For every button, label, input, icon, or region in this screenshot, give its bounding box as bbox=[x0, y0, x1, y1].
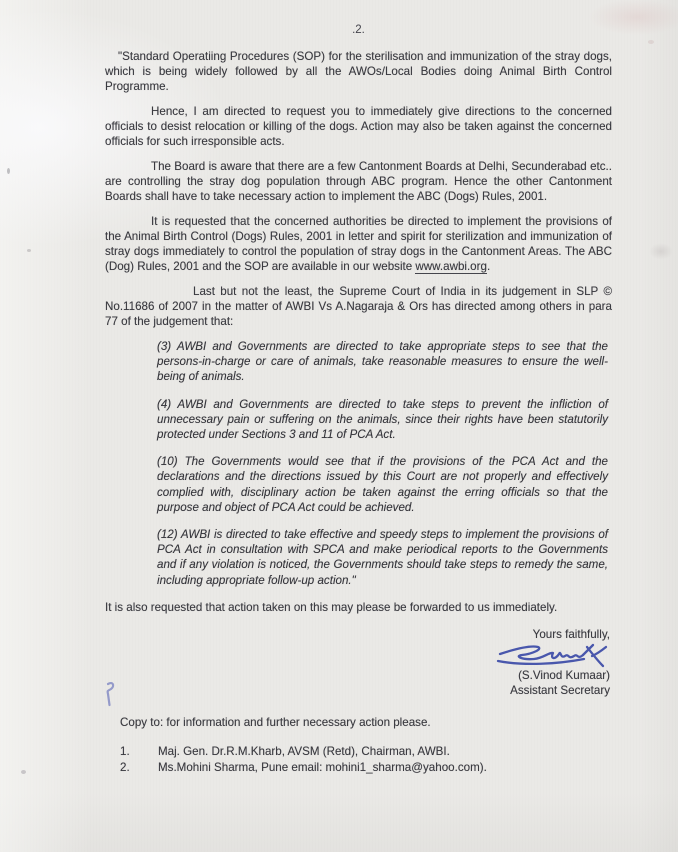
scan-speck bbox=[7, 168, 10, 174]
paragraph-supreme-court: Last but not the least, the Supreme Court of India in its judgement in SLP © No.11686 of 2007 in the matter of AWBI Vs A.Nagaraja & Ors has directed among others in para 77 of the judgement that: bbox=[105, 285, 612, 328]
paragraph-abc-rules-period: . bbox=[486, 260, 491, 273]
signatory-name: (S.Vinod Kumaar) bbox=[518, 668, 610, 682]
paragraph-hence-request: Hence, I am directed to request you to immediately give directions to the concerned officials to desist relocation or killing of the dogs. Action may also be taken against the concerned officials for such irresponsible acts. bbox=[105, 105, 612, 148]
copy-item-number: 2. bbox=[120, 760, 130, 774]
judgement-quotes-block bbox=[157, 339, 608, 588]
closing-line: It is also requested that action taken on this may please be forwarded to us immediately. bbox=[105, 600, 558, 614]
copy-item-text: Ms.Mohini Sharma, Pune email: mohini1_sharma@yahoo.com). bbox=[158, 760, 487, 774]
quote-para-10: (10) The Governments would see that if the provisions of the PCA Act and the declarations and the directions issued by this Court are not properly and effectively complied with, disciplinary action be taken against the erring officials so that the purpose and object of PCA Act could be achieved. bbox=[157, 455, 608, 514]
page-number: .2. bbox=[352, 24, 365, 36]
valediction: Yours faithfully, bbox=[532, 627, 610, 641]
signature-scrawl bbox=[496, 641, 608, 671]
signature-block bbox=[105, 627, 610, 698]
copy-item-text: Maj. Gen. Dr.R.M.Kharb, AVSM (Retd), Chairman, AWBI. bbox=[158, 744, 450, 758]
copy-to-item bbox=[120, 744, 612, 759]
paragraph-cantonment-boards: The Board is aware that there are a few Cantonment Boards at Delhi, Secunderabad etc.. are controlling the stray dog population through ABC program. Hence the other Cantonment Boards shall have to take necessary action to implement the ABC (Dogs) Rules, 2001. bbox=[105, 160, 612, 203]
pen-mark bbox=[100, 680, 118, 710]
quote-para-12: (12) AWBI is directed to take effective and speedy steps to implement the provisions of PCA Act in consultation with SPCA and make periodical reports to the Governments and if any violation is noticed, the Governments should take steps to remedy the same, including appropriate follow-up action." bbox=[157, 528, 608, 587]
paragraph-abc-rules bbox=[105, 214, 612, 274]
letter-body bbox=[105, 49, 612, 776]
scan-speck bbox=[21, 770, 26, 774]
signatory-title: Assistant Secretary bbox=[510, 683, 610, 697]
copy-item-number: 1. bbox=[120, 744, 130, 758]
paragraph-sop-quote: "Standard Operatiing Procedures (SOP) for the sterilisation and immunization of the stray dogs, which is being widely followed by all the AWOs/Local Bodies doing Animal Birth Control Programme. bbox=[105, 50, 612, 93]
copy-to-heading: Copy to: for information and further necessary action please. bbox=[120, 715, 431, 729]
quote-para-3: (3) AWBI and Governments are directed to take appropriate steps to see that the persons-in-charge or care of animals, take reasonable measures to ensure the well-being of animals. bbox=[157, 340, 608, 384]
paragraph-abc-rules-text: It is requested that the concerned authorities be directed to implement the provisions of the Animal Birth Control (Dogs) Rules, 2001 in letter and spirit for sterilization and immunization of stray dogs immediately to control the population of stray dogs in the Cantonment Areas. The ABC (Dog) Rules, 2001 and the SOP are available in our website bbox=[105, 215, 612, 273]
copy-to-item bbox=[120, 760, 612, 775]
quote-para-4: (4) AWBI and Governments are directed to take steps to prevent the infliction of unnecessary pain or suffering on the animals, since their rights have been statutorily protected under Sections 3 and 11 of PCA Act. bbox=[157, 397, 608, 442]
scan-speck bbox=[648, 40, 654, 44]
scan-speck bbox=[27, 249, 31, 252]
website-link: www.awbi.org bbox=[415, 260, 487, 273]
copy-to-list bbox=[120, 744, 612, 775]
